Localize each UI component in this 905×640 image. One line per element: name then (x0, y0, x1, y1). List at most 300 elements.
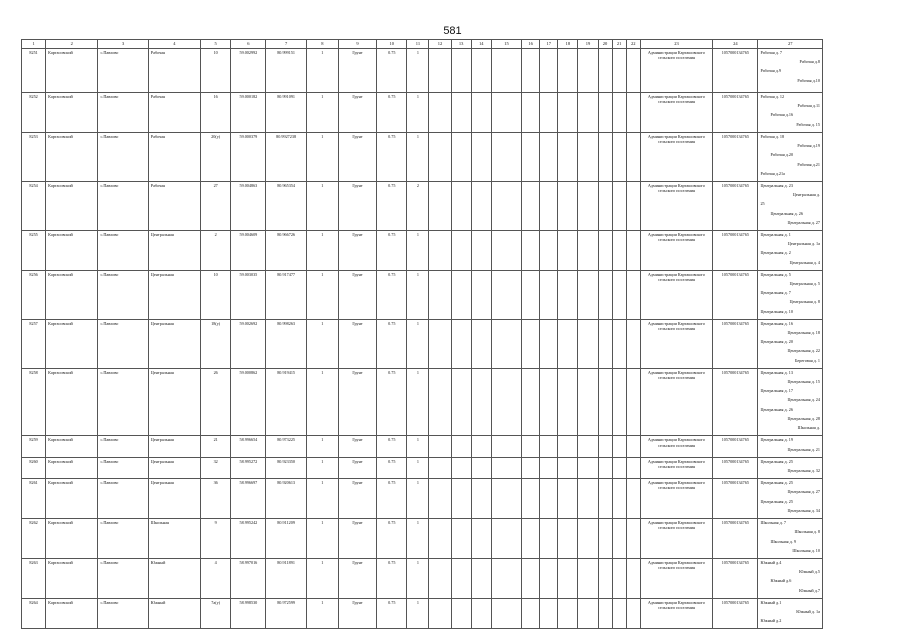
latitude-cell: 59.003035 (231, 270, 266, 319)
row-id-cell: 8258 (22, 368, 46, 435)
empty-cell (522, 598, 540, 629)
row-id-cell: 8251 (22, 49, 46, 93)
volume-cell: 0.75 (377, 598, 407, 629)
count-cell: 1 (306, 319, 338, 368)
row-id-cell: 8264 (22, 598, 46, 629)
served-address: Центральная д. 19 (760, 437, 793, 443)
empty-cell (612, 319, 626, 368)
empty-cell (626, 49, 640, 93)
count-cell: 1 (306, 133, 338, 182)
house-cell: 21 (201, 436, 231, 457)
empty-cell (471, 93, 491, 133)
served-address: Южный д.4 (760, 559, 782, 565)
street-cell: Рабочая (148, 133, 200, 182)
empty-cell (429, 558, 451, 598)
served-address: Центральная д. 4 (789, 259, 820, 265)
empty-cell (598, 182, 612, 231)
empty-cell (540, 49, 558, 93)
empty-cell (491, 133, 521, 182)
column-number-header: 17 (540, 40, 558, 49)
served-addresses-cell (758, 319, 823, 368)
empty-cell (626, 598, 640, 629)
street-cell: Центральная (148, 270, 200, 319)
served-address: Центральная д. 26 (760, 406, 793, 412)
column-number-row (22, 40, 823, 49)
served-address: Школьная д. 9 (770, 538, 796, 544)
empty-cell (558, 457, 578, 478)
empty-cell (491, 479, 521, 519)
empty-cell (598, 436, 612, 457)
empty-cell (540, 519, 558, 559)
empty-cell (491, 558, 521, 598)
served-address: Рабочая д.21 (797, 161, 820, 167)
column-number-header: 6 (231, 40, 266, 49)
house-cell: 18(у) (201, 319, 231, 368)
owner-cell: Администрации Карташовского сельского поселения (640, 231, 712, 271)
served-addresses-cell (758, 436, 823, 457)
district-cell: Картасовский (46, 270, 98, 319)
latitude-cell: 58.998530 (231, 598, 266, 629)
table-row (22, 519, 823, 559)
count-cell: 1 (306, 231, 338, 271)
ogrn-cell: 1057000134765 (713, 270, 758, 319)
empty-cell (598, 133, 612, 182)
settlement-cell: с.Павлово (98, 519, 148, 559)
surface-cell: Грунт (338, 93, 376, 133)
ogrn-cell: 1057000134765 (713, 93, 758, 133)
served-addresses-cell (758, 519, 823, 559)
empty-cell (491, 519, 521, 559)
house-cell: 4 (201, 558, 231, 598)
empty-cell (558, 479, 578, 519)
district-cell: Картасовский (46, 182, 98, 231)
empty-cell (451, 270, 471, 319)
empty-cell (626, 319, 640, 368)
served-address: Центральная д. 18 (787, 330, 820, 336)
ogrn-cell: 1057000134765 (713, 519, 758, 559)
surface-cell: Грунт (338, 436, 376, 457)
empty-cell (491, 93, 521, 133)
empty-cell (578, 133, 598, 182)
empty-cell (578, 558, 598, 598)
longitude-cell: 80.917477 (266, 270, 306, 319)
volume-cell: 0.75 (377, 479, 407, 519)
house-cell: 7а(у) (201, 598, 231, 629)
empty-cell (612, 479, 626, 519)
empty-cell (612, 368, 626, 435)
count-cell: 1 (306, 457, 338, 478)
empty-cell (429, 319, 451, 368)
empty-cell (626, 270, 640, 319)
settlement-cell: с.Павлово (98, 319, 148, 368)
empty-cell (626, 182, 640, 231)
empty-cell (471, 368, 491, 435)
empty-cell (522, 368, 540, 435)
ogrn-cell: 1057000134765 (713, 133, 758, 182)
empty-cell (540, 231, 558, 271)
empty-cell (626, 93, 640, 133)
empty-cell (578, 519, 598, 559)
register-table (21, 39, 823, 629)
served-address: Рабочая д.16 (770, 112, 794, 118)
served-address: Центральная д. 25 (760, 498, 793, 504)
house-cell: 26 (201, 368, 231, 435)
empty-cell (451, 519, 471, 559)
n-cell: 1 (407, 479, 429, 519)
longitude-cell: 80.919415 (266, 368, 306, 435)
volume-cell: 0.75 (377, 270, 407, 319)
table-row (22, 93, 823, 133)
owner-cell: Администрации Карташовского сельского поселения (640, 479, 712, 519)
latitude-cell: 59.004863 (231, 182, 266, 231)
empty-cell (598, 598, 612, 629)
empty-cell (540, 319, 558, 368)
empty-cell (558, 49, 578, 93)
house-cell: 36 (201, 479, 231, 519)
street-cell: Центральная (148, 436, 200, 457)
street-cell: Школьная (148, 519, 200, 559)
empty-cell (558, 368, 578, 435)
served-address: Центральная д. 15 (787, 379, 820, 385)
row-id-cell: 8253 (22, 133, 46, 182)
row-id-cell: 8254 (22, 182, 46, 231)
empty-cell (451, 182, 471, 231)
page-number: 581 (443, 25, 462, 37)
owner-cell: Администрации Карташовского сельского поселения (640, 436, 712, 457)
served-address: Центральная д. 8 (789, 299, 820, 305)
volume-cell: 0.75 (377, 436, 407, 457)
empty-cell (471, 319, 491, 368)
served-address: Рабочая д. 12 (760, 94, 785, 99)
empty-cell (598, 368, 612, 435)
surface-cell: Грунт (338, 231, 376, 271)
column-number-header: 19 (578, 40, 598, 49)
owner-cell: Администрации Карташовского сельского поселения (640, 457, 712, 478)
house-cell: 27 (201, 182, 231, 231)
empty-cell (612, 49, 626, 93)
row-id-cell: 8256 (22, 270, 46, 319)
empty-cell (491, 457, 521, 478)
empty-cell (471, 270, 491, 319)
served-address: Рабочая д. 7 (760, 50, 783, 55)
empty-cell (558, 436, 578, 457)
latitude-cell: 58.997016 (231, 558, 266, 598)
column-number-header: 16 (522, 40, 540, 49)
settlement-cell: с.Павлово (98, 93, 148, 133)
served-address: Южный д. 1а (796, 608, 820, 614)
ogrn-cell: 1057000134765 (713, 368, 758, 435)
served-address: Центральная д. 34 (787, 507, 820, 513)
ogrn-cell: 1057000134765 (713, 457, 758, 478)
owner-cell: Администрации Карташовского сельского поселения (640, 93, 712, 133)
count-cell: 1 (306, 182, 338, 231)
longitude-cell: 80.911209 (266, 519, 306, 559)
settlement-cell: с.Павлово (98, 49, 148, 93)
empty-cell (626, 558, 640, 598)
served-address: Школьная д. (797, 425, 820, 431)
house-cell: 10 (201, 270, 231, 319)
longitude-cell: 80.911891 (266, 558, 306, 598)
served-address: Центральная д. 26 (770, 210, 803, 216)
served-address: Центральная д. 16 (760, 320, 793, 326)
empty-cell (598, 558, 612, 598)
latitude-cell: 58.996697 (231, 479, 266, 519)
surface-cell: Грунт (338, 133, 376, 182)
served-address: Школьная д. 8 (794, 529, 820, 535)
latitude-cell: 58.996654 (231, 436, 266, 457)
table-row (22, 436, 823, 457)
empty-cell (429, 49, 451, 93)
street-cell: Центральная (148, 457, 200, 478)
empty-cell (578, 231, 598, 271)
served-address: Школьная д. 7 (760, 520, 786, 526)
settlement-cell: с.Павлово (98, 231, 148, 271)
settlement-cell: с.Павлово (98, 182, 148, 231)
n-cell: 1 (407, 231, 429, 271)
owner-cell: Администрации Карташовского сельского поселения (640, 270, 712, 319)
owner-cell: Администрации Карташовского сельского поселения (640, 368, 712, 435)
empty-cell (578, 457, 598, 478)
district-cell: Картасовский (46, 436, 98, 457)
column-number-header: 10 (377, 40, 407, 49)
surface-cell: Грунт (338, 479, 376, 519)
surface-cell: Грунт (338, 368, 376, 435)
district-cell: Картасовский (46, 93, 98, 133)
latitude-cell: 59.002692 (231, 319, 266, 368)
served-address: Рабочая д.21а (760, 170, 785, 176)
empty-cell (522, 457, 540, 478)
row-id-cell: 8261 (22, 479, 46, 519)
served-address: Рабочая д.11 (797, 103, 820, 109)
latitude-cell: 59.000862 (231, 368, 266, 435)
empty-cell (558, 319, 578, 368)
empty-cell (612, 270, 626, 319)
street-cell: Центральная (148, 319, 200, 368)
column-number-header: 4 (148, 40, 200, 49)
served-addresses-cell (758, 49, 823, 93)
ogrn-cell: 1057000134765 (713, 598, 758, 629)
volume-cell: 0.75 (377, 93, 407, 133)
longitude-cell: 80.965354 (266, 182, 306, 231)
empty-cell (558, 598, 578, 629)
column-number-header: 9 (338, 40, 376, 49)
row-id-cell: 8259 (22, 436, 46, 457)
empty-cell (540, 93, 558, 133)
empty-cell (626, 368, 640, 435)
n-cell: 1 (407, 93, 429, 133)
n-cell: 1 (407, 368, 429, 435)
empty-cell (429, 479, 451, 519)
empty-cell (451, 93, 471, 133)
empty-cell (429, 270, 451, 319)
street-cell: Центральная (148, 479, 200, 519)
table-row (22, 598, 823, 629)
empty-cell (578, 479, 598, 519)
table-row (22, 49, 823, 93)
owner-cell: Администрации Карташовского сельского поселения (640, 133, 712, 182)
served-address: Центральная д. 27 (787, 219, 820, 225)
empty-cell (429, 457, 451, 478)
served-address: Центральная д. 27 (787, 489, 820, 495)
empty-cell (598, 93, 612, 133)
served-address: Центральная д. 7 (760, 290, 791, 296)
empty-cell (612, 519, 626, 559)
empty-cell (522, 231, 540, 271)
served-addresses-cell (758, 93, 823, 133)
empty-cell (612, 457, 626, 478)
served-addresses-cell (758, 270, 823, 319)
street-cell: Южный (148, 558, 200, 598)
n-cell: 1 (407, 319, 429, 368)
empty-cell (491, 598, 521, 629)
table-row (22, 270, 823, 319)
volume-cell: 0.75 (377, 519, 407, 559)
ogrn-cell: 1057000134765 (713, 49, 758, 93)
latitude-cell: 59.000182 (231, 93, 266, 133)
served-address: Центральная д. 1 (760, 232, 791, 238)
surface-cell: Грунт (338, 457, 376, 478)
empty-cell (540, 598, 558, 629)
column-number-header: 1 (22, 40, 46, 49)
served-address: Южный д.7 (799, 587, 820, 593)
register-body (22, 49, 823, 629)
served-address: Центральная д. 5 (789, 281, 820, 287)
surface-cell: Грунт (338, 319, 376, 368)
settlement-cell: с.Павлово (98, 368, 148, 435)
empty-cell (612, 182, 626, 231)
empty-cell (598, 457, 612, 478)
house-cell: 9 (201, 519, 231, 559)
surface-cell: Грунт (338, 519, 376, 559)
empty-cell (451, 598, 471, 629)
row-id-cell: 8257 (22, 319, 46, 368)
n-cell: 1 (407, 133, 429, 182)
n-cell: 1 (407, 270, 429, 319)
settlement-cell: с.Павлово (98, 598, 148, 629)
empty-cell (522, 133, 540, 182)
surface-cell: Грунт (338, 598, 376, 629)
empty-cell (558, 558, 578, 598)
served-address: Рабочая д. 18 (760, 134, 785, 139)
served-address: Центральная д. 32 (787, 467, 820, 473)
empty-cell (598, 319, 612, 368)
n-cell: 1 (407, 519, 429, 559)
count-cell: 1 (306, 49, 338, 93)
volume-cell: 0.75 (377, 231, 407, 271)
empty-cell (451, 319, 471, 368)
ogrn-cell: 1057000134765 (713, 558, 758, 598)
surface-cell: Грунт (338, 558, 376, 598)
empty-cell (558, 182, 578, 231)
empty-cell (429, 231, 451, 271)
empty-cell (578, 270, 598, 319)
column-number-header: 12 (429, 40, 451, 49)
surface-cell: Грунт (338, 182, 376, 231)
empty-cell (540, 558, 558, 598)
empty-cell (540, 368, 558, 435)
longitude-cell: 80.999151 (266, 49, 306, 93)
count-cell: 1 (306, 368, 338, 435)
ogrn-cell: 1057000134765 (713, 182, 758, 231)
empty-cell (522, 270, 540, 319)
volume-cell: 0.75 (377, 368, 407, 435)
served-address: Центральная д. 28 (787, 415, 820, 421)
served-address: Центральная д. 17 (760, 388, 793, 394)
empty-cell (612, 436, 626, 457)
owner-cell: Администрации Карташовского сельского поселения (640, 182, 712, 231)
column-number-header: 23 (640, 40, 712, 49)
served-addresses-cell (758, 133, 823, 182)
served-address: Центральная д. 25 (760, 480, 793, 486)
district-cell: Картасовский (46, 519, 98, 559)
longitude-cell: 80.920613 (266, 479, 306, 519)
owner-cell: Администрации Карташовского сельского поселения (640, 519, 712, 559)
table-row (22, 231, 823, 271)
empty-cell (558, 133, 578, 182)
empty-cell (558, 270, 578, 319)
empty-cell (598, 270, 612, 319)
street-cell: Южный (148, 598, 200, 629)
count-cell: 1 (306, 93, 338, 133)
row-id-cell: 8260 (22, 457, 46, 478)
served-address: Центральная д. 25 (760, 458, 793, 464)
ogrn-cell: 1057000134765 (713, 231, 758, 271)
column-number-header: 15 (491, 40, 521, 49)
row-id-cell: 8263 (22, 558, 46, 598)
column-number-header: 2 (46, 40, 98, 49)
empty-cell (471, 457, 491, 478)
served-addresses-cell (758, 231, 823, 271)
empty-cell (451, 368, 471, 435)
empty-cell (626, 436, 640, 457)
empty-cell (612, 133, 626, 182)
empty-cell (540, 436, 558, 457)
empty-cell (522, 479, 540, 519)
empty-cell (626, 479, 640, 519)
street-cell: Рабочая (148, 49, 200, 93)
n-cell: 1 (407, 49, 429, 93)
n-cell: 1 (407, 558, 429, 598)
empty-cell (471, 436, 491, 457)
served-address: Береговая д. 1 (795, 357, 820, 363)
table-row (22, 558, 823, 598)
empty-cell (612, 558, 626, 598)
house-cell: 32 (201, 457, 231, 478)
served-address: Школьная д. 10 (792, 547, 820, 553)
served-address: Центральная д. 22 (787, 348, 820, 354)
district-cell: Картасовский (46, 49, 98, 93)
empty-cell (471, 519, 491, 559)
district-cell: Картасовский (46, 558, 98, 598)
served-address: Центральная д. (792, 192, 820, 198)
row-id-cell: 8252 (22, 93, 46, 133)
served-address: Центральная д. 13 (760, 369, 793, 375)
n-cell: 1 (407, 457, 429, 478)
empty-cell (471, 558, 491, 598)
volume-cell: 0.75 (377, 457, 407, 478)
served-address: Рабочая д.10 (797, 77, 820, 83)
table-row (22, 319, 823, 368)
table-row (22, 133, 823, 182)
longitude-cell: 80.966726 (266, 231, 306, 271)
empty-cell (598, 519, 612, 559)
empty-cell (598, 479, 612, 519)
empty-cell (451, 133, 471, 182)
served-address: Центральная д. 24 (787, 397, 820, 403)
count-cell: 1 (306, 436, 338, 457)
count-cell: 1 (306, 270, 338, 319)
served-address: Южный д.6 (770, 578, 792, 584)
